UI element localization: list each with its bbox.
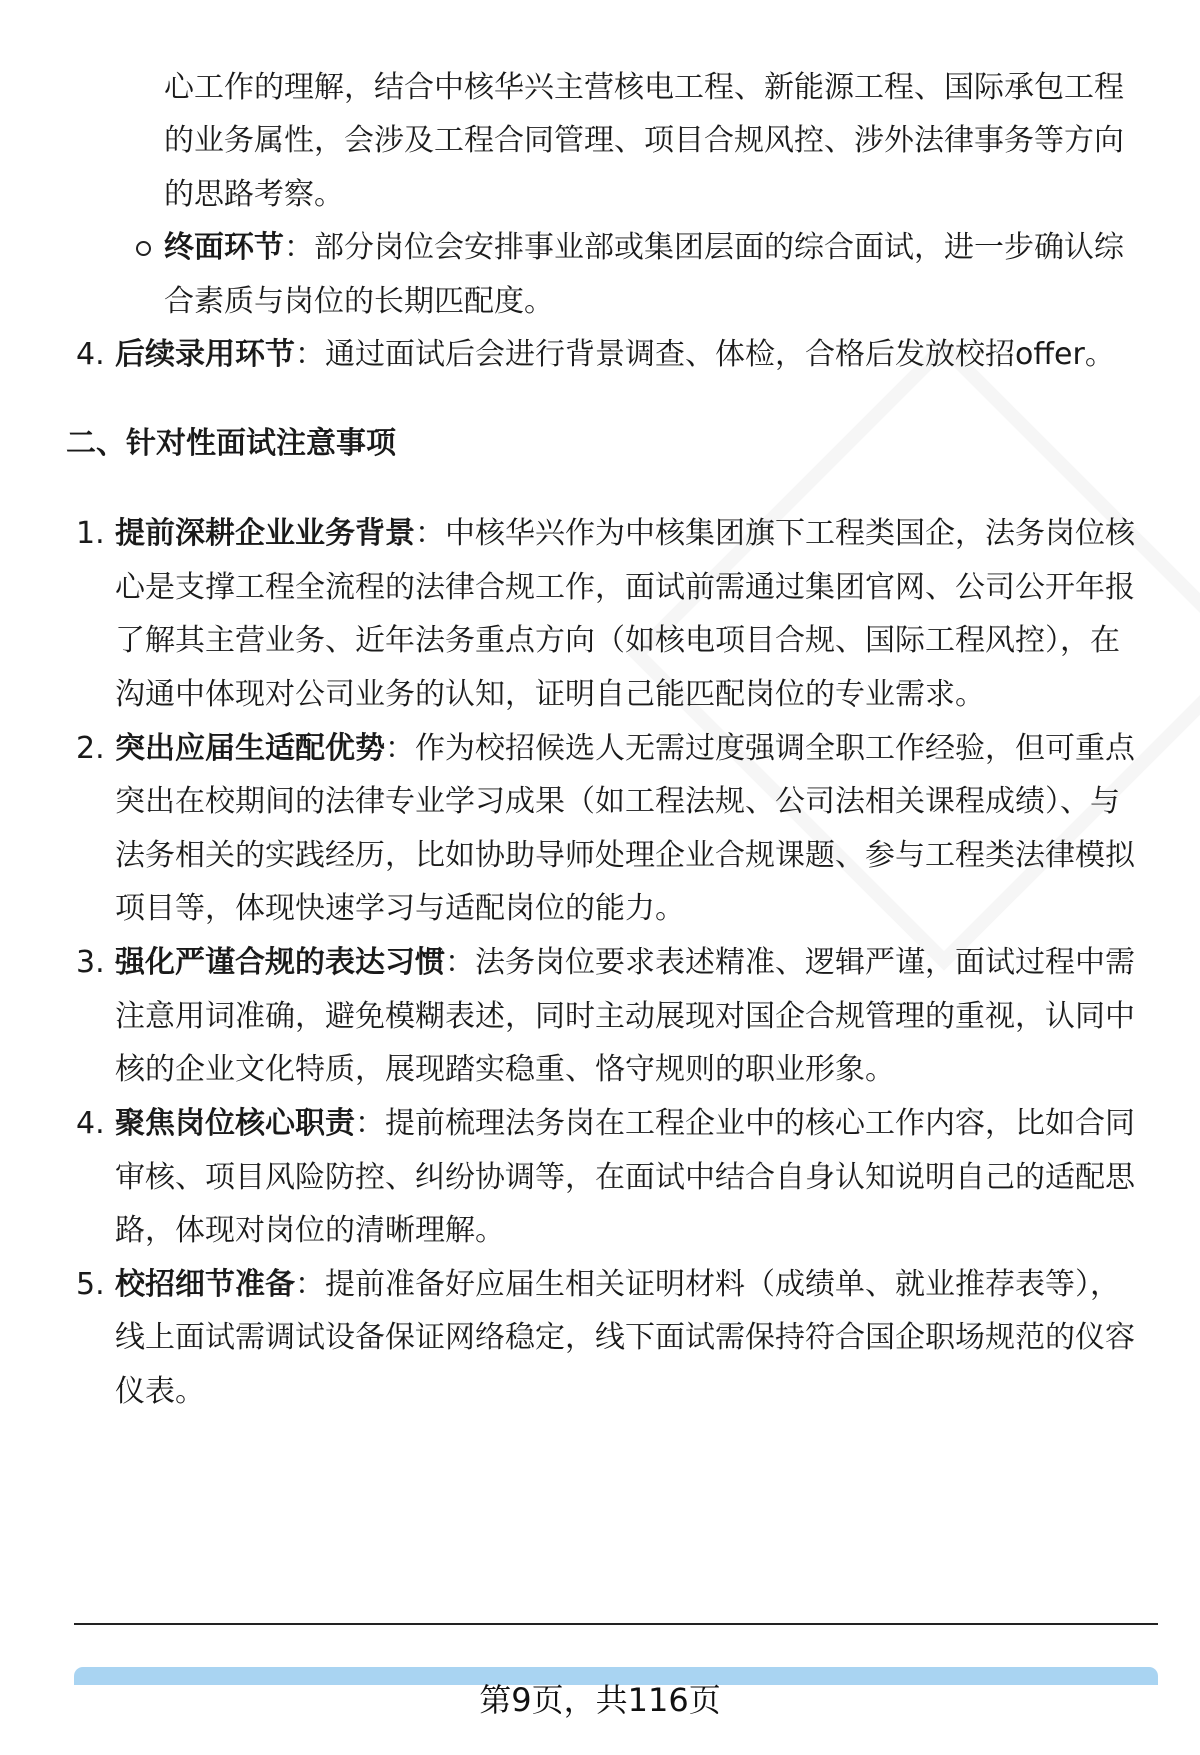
list-item-text: ：提前准备好应届生相关证明材料（成绩单、就业推荐表等）， [295,1267,1120,1302]
list-item-label: 校招细节准备 [115,1267,295,1302]
final-interview-label: 终面环节 [164,230,284,265]
list-item-text: ：作为校招候选人无需过度强调全职工作经验，但可重点 [385,731,1135,766]
paragraph-line: 审核、项目风险防控、纠纷协调等，在面试中结合自身认知说明自己的适配思 [115,1160,1135,1195]
paragraph-line: 心是支撑工程全流程的法律合规工作，面试前需通过集团官网、公司公开年报 [115,570,1135,605]
list-item-text: ：提前梳理法务岗在工程企业中的核心工作内容，比如合同 [355,1106,1135,1141]
paragraph-line: 心工作的理解，结合中核华兴主营核电工程、新能源工程、国际承包工程 [164,70,1124,105]
paragraph-line: 仪表。 [115,1374,205,1409]
list-item-line [115,514,1135,554]
paragraph-line: 的思路考察。 [164,177,344,212]
list-item-line [115,943,1135,983]
list-number: 5. [76,1267,105,1302]
list-item-line [115,1265,1120,1305]
list-number: 2. [76,731,105,766]
list-item-text: ：通过面试后会进行背景调查、体检，合格后发放校招offer。 [295,337,1115,372]
list-item-text: ：法务岗位要求表述精准、逻辑严谨，面试过程中需 [445,945,1135,980]
list-number: 3. [76,945,105,980]
paragraph-line: 的业务属性，会涉及工程合同管理、项目合规风控、涉外法律事务等方向 [164,123,1124,158]
paragraph-line: 核的企业文化特质，展现踏实稳重、恪守规则的职业形象。 [115,1052,895,1087]
circle-bullet-icon [136,241,151,256]
list-item-label: 聚焦岗位核心职责 [115,1106,355,1141]
paragraph-line: 法务相关的实践经历，比如协助导师处理企业合规课题、参与工程类法律模拟 [115,838,1135,873]
paragraph-line: 线上面试需调试设备保证网络稳定，线下面试需保持符合国企职场规范的仪容 [115,1320,1135,1355]
list-number: 4. [76,1106,105,1141]
paragraph-line: 路，体现对岗位的清晰理解。 [115,1213,505,1248]
paragraph-line: 项目等，体现快速学习与适配岗位的能力。 [115,891,685,926]
final-interview-line [164,228,1124,268]
list-item-label: 提前深耕企业业务背景 [115,516,415,551]
paragraph-line: 注意用词准确，避免模糊表述，同时主动展现对国企合规管理的重视，认同中 [115,999,1135,1034]
list-item-label: 强化严谨合规的表达习惯 [115,945,445,980]
paragraph-line: 沟通中体现对公司业务的认知，证明自己能匹配岗位的专业需求。 [115,677,985,712]
paragraph-line: 突出在校期间的法律专业学习成果（如工程法规、公司法相关课程成绩）、与 [115,784,1120,819]
paragraph-line: 了解其主营业务、近年法务重点方向（如核电项目合规、国际工程风控），在 [115,623,1120,658]
list-number: 1. [76,516,105,551]
list-item-line [115,729,1135,769]
list-item-line [115,1104,1135,1144]
section-heading: 二、针对性面试注意事项 [66,426,396,461]
page-number: 第9页，共116页 [479,1681,721,1719]
list-number: 4. [76,337,105,372]
list-item-label: 突出应届生适配优势 [115,731,385,766]
footer-divider [74,1623,1158,1625]
final-interview-text: ：部分岗位会安排事业部或集团层面的综合面试，进一步确认综 [284,230,1124,265]
list-item-line [115,335,1115,375]
list-item-label: 后续录用环节 [115,337,295,372]
paragraph-line: 合素质与岗位的长期匹配度。 [164,284,554,319]
list-item-text: ：中核华兴作为中核集团旗下工程类国企，法务岗位核 [415,516,1135,551]
